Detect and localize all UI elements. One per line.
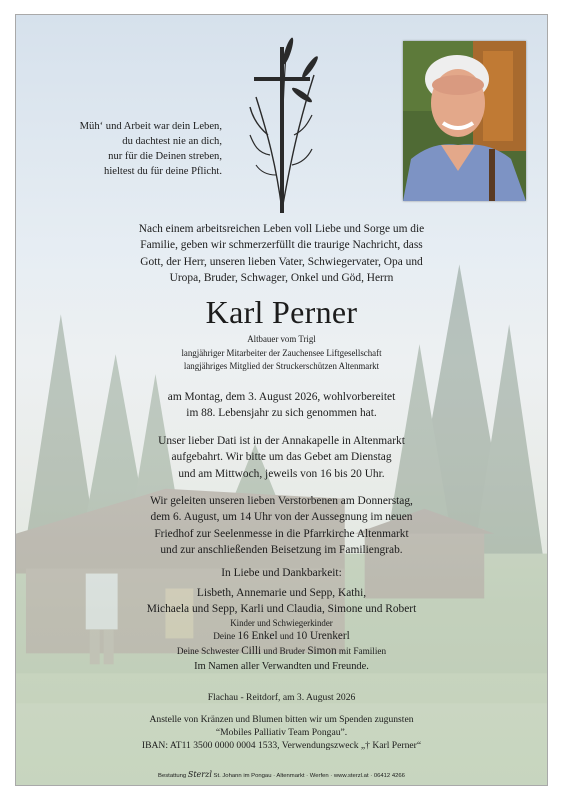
funeral-notice <box>16 493 547 559</box>
poem-line: Müh‘ und Arbeit war dein Leben, <box>79 121 222 132</box>
donation-line: Anstelle von Kränzen und Blumen bitten wir um Spenden zugunsten <box>149 714 414 725</box>
mourners-heading: In Liebe und Dankbarkeit: <box>221 567 342 579</box>
portrait-photo <box>403 41 526 201</box>
deceased-roles <box>16 333 547 374</box>
intro-line: Nach einem arbeitsreichen Leben voll Liebe und Sorge um die <box>138 223 425 235</box>
poem <box>24 119 222 179</box>
intro-line: Familie, geben wir schmerzerfüllt die traurige Nachricht, dass <box>140 239 423 252</box>
wake-line: aufgebahrt. Wir bitte um das Gebet am Dienstag <box>171 451 392 464</box>
funeral-line: Wir geleiten unseren lieben Verstorbenen am Donnerstag, <box>150 495 413 507</box>
obituary-card <box>15 14 548 786</box>
siblings-line: Deine Schwester Cilli und Bruder Simon mit Familien <box>176 645 387 657</box>
death-notice <box>16 389 547 422</box>
death-line: am Montag, dem 3. August 2026, wohlvorbereitet <box>167 391 396 403</box>
wake-line: Unser lieber Dati ist in der Annakapelle in Altenmarkt <box>158 435 405 447</box>
intro-line: Gott, der Herr, unseren lieben Vater, Schwiegervater, Opa und <box>140 255 423 268</box>
death-line: im 88. Lebensjahr zu sich genommen hat. <box>186 407 377 420</box>
poem-line: du dachtest nie an dich, <box>122 136 222 147</box>
donation-notice <box>16 713 547 752</box>
donation-line: “Mobiles Palliativ Team Pongau”. <box>215 727 348 738</box>
others-line: Im Namen aller Verwandten und Freunde. <box>194 661 369 672</box>
role-line: langjähriges Mitglied der Struckerschützen Altenmarkt <box>183 361 380 372</box>
children-line: Michaela und Sepp, Karli und Claudia, Simone und Robert <box>146 603 417 615</box>
cross-with-wheat-icon <box>246 25 318 213</box>
donation-line: IBAN: AT11 3500 0000 0004 1533, Verwendungszweck „† Karl Perner“ <box>141 740 422 751</box>
role-line: Altbauer vom Trigl <box>247 334 316 344</box>
funeral-line: Friedhof zur Seelenmesse in die Pfarrkirche Altenmarkt <box>154 527 409 540</box>
poem-line: nur für die Deinen streben, <box>108 151 222 162</box>
intro-line: Uropa, Bruder, Schwager, Onkel und Göd, Herrn <box>169 272 394 285</box>
deceased-name: Karl Perner <box>205 294 358 330</box>
wake-line: und am Mittwoch, jeweils von 16 bis 20 Uhr. <box>178 467 385 480</box>
grandchildren-line: Deine 16 Enkel und 10 Urenkerl <box>213 630 350 642</box>
extended-family <box>16 629 547 674</box>
place-date: Flachau - Reitdorf, am 3. August 2026 <box>207 692 356 703</box>
children-line: Lisbeth, Annemarie und Sepp, Kathi, <box>196 587 367 599</box>
funeral-line: und zur anschließenden Beisetzung im Familiengrab. <box>160 544 403 557</box>
poem-line: hieltest du für deine Pflicht. <box>104 166 222 177</box>
funeral-line: dem 6. August, um 14 Uhr von der Aussegnung im neuen <box>150 511 413 524</box>
children-list <box>16 585 547 629</box>
wake-notice <box>16 433 547 482</box>
funeral-home-footer: Bestattung Sterzl St. Johann im Pongau · Altenmarkt · Werfen · www.sterzl.at · 06412 4266 <box>158 770 405 779</box>
children-caption: Kinder und Schwiegerkinder <box>230 618 333 628</box>
intro-text <box>16 221 547 287</box>
funeral-home-logo: Sterzl <box>187 770 212 779</box>
role-line: langjähriger Mitarbeiter der Zauchensee Liftgesellschaft <box>181 347 382 358</box>
